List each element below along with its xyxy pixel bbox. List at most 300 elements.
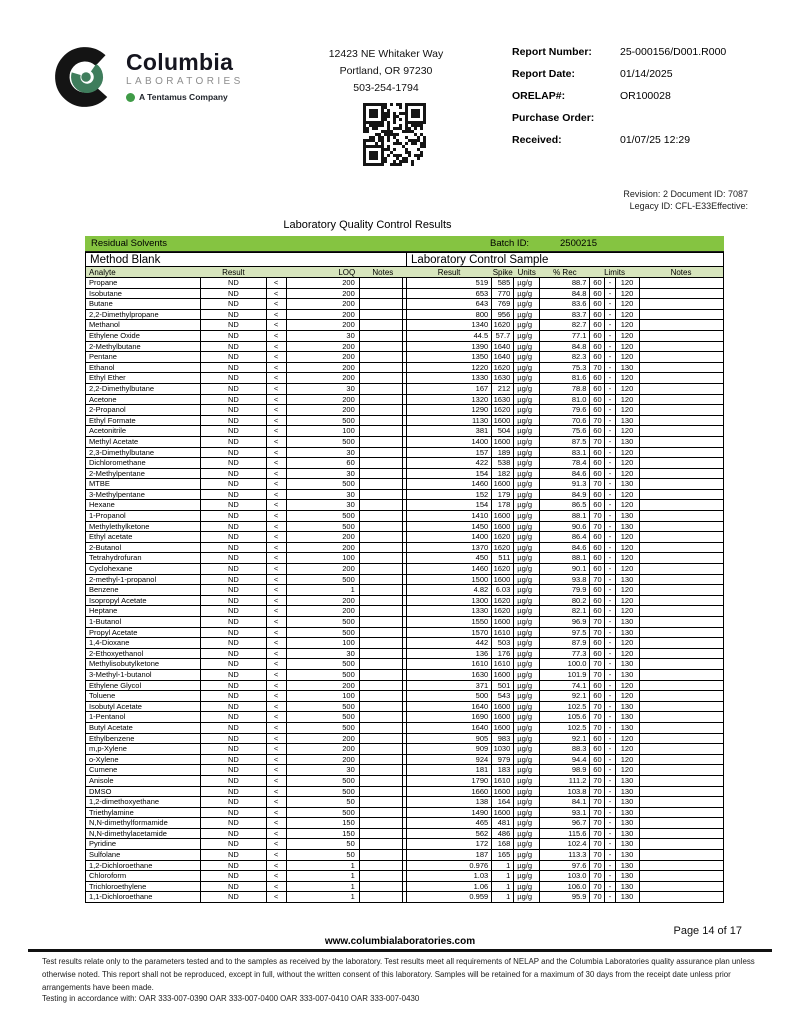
lcs-result-value: 181 [406,765,491,776]
units-value: µg/g [514,669,540,680]
analyte-name: 1-Propanol [86,511,201,522]
percent-rec-value: 82.3 [540,352,590,363]
limit-low-value: 60 [590,680,605,691]
analyte-name: 2-Butanol [86,542,201,553]
percent-rec-value: 70.6 [540,415,590,426]
spike-value: 486 [492,828,514,839]
units-value: µg/g [514,722,540,733]
limit-low-value: 60 [590,606,605,617]
mb-notes-cell [359,638,402,649]
spike-value: 212 [492,383,514,394]
units-value: µg/g [514,659,540,670]
logo-tagline: A Tentamus Company [139,92,228,102]
loq-value: 200 [286,606,359,617]
spike-value: 1620 [492,595,514,606]
limit-high-value: 120 [615,373,639,384]
lcs-result-value: 157 [406,447,491,458]
limit-low-value: 70 [590,786,605,797]
percent-rec-value: 75.6 [540,426,590,437]
results-table [85,252,724,903]
units-value: µg/g [514,373,540,384]
spike-value: 165 [492,850,514,861]
percent-rec-value: 82.7 [540,320,590,331]
table-row [86,426,724,437]
analyte-name: Isopropyl Acetate [86,595,201,606]
mb-notes-cell [359,320,402,331]
mb-result-value: ND [201,744,266,755]
analyte-name: Ethylbenzene [86,733,201,744]
limit-high-value: 120 [615,606,639,617]
table-row [86,818,724,829]
spike-value: 1620 [492,362,514,373]
spike-value: 1600 [492,415,514,426]
loq-value: 500 [286,511,359,522]
less-than-sign: < [266,828,286,839]
percent-rec-value: 92.1 [540,691,590,702]
percent-rec-value: 103.0 [540,871,590,882]
limit-high-value: 130 [615,521,639,532]
limit-dash: - [605,489,615,500]
limit-low-value: 70 [590,797,605,808]
lcs-notes-cell [639,500,723,511]
less-than-sign: < [266,383,286,394]
less-than-sign: < [266,352,286,363]
loq-value: 500 [286,627,359,638]
col-limits: Limits [590,267,639,278]
lcs-notes-cell [639,511,723,522]
report-info [512,46,726,156]
lcs-result-value: 519 [406,278,491,289]
table-row [86,733,724,744]
limit-high-value: 130 [615,828,639,839]
less-than-sign: < [266,818,286,829]
spike-value: 1600 [492,479,514,490]
table-row [86,585,724,596]
less-than-sign: < [266,479,286,490]
mb-notes-cell [359,828,402,839]
table-row [86,807,724,818]
mb-notes-cell [359,585,402,596]
lcs-notes-cell [639,871,723,882]
analyte-name: Isobutane [86,288,201,299]
lcs-notes-cell [639,850,723,861]
percent-rec-value: 84.1 [540,797,590,808]
units-value: µg/g [514,839,540,850]
table-row [86,458,724,469]
lcs-notes-cell [639,553,723,564]
logo-name: Columbia [126,49,234,75]
loq-value: 500 [286,722,359,733]
limit-high-value: 130 [615,712,639,723]
lcs-notes-cell [639,405,723,416]
less-than-sign: < [266,733,286,744]
lab-address [288,46,484,97]
limit-high-value: 130 [615,860,639,871]
units-value: µg/g [514,691,540,702]
limit-dash: - [605,415,615,426]
table-row [86,521,724,532]
percent-rec-value: 111.2 [540,775,590,786]
units-value: µg/g [514,468,540,479]
percent-rec-value: 98.9 [540,765,590,776]
units-value: µg/g [514,511,540,522]
limit-high-value: 120 [615,754,639,765]
lcs-result-value: 1350 [406,352,491,363]
percent-rec-value: 94.4 [540,754,590,765]
lcs-result-value: 1.06 [406,881,491,892]
limit-low-value: 70 [590,807,605,818]
lcs-result-value: 562 [406,828,491,839]
percent-rec-value: 78.4 [540,458,590,469]
table-row [86,564,724,575]
analyte-name: Sulfolane [86,850,201,861]
table-row [86,638,724,649]
limit-dash: - [605,807,615,818]
mb-notes-cell [359,352,402,363]
units-value: µg/g [514,860,540,871]
units-value: µg/g [514,712,540,723]
limit-low-value: 70 [590,574,605,585]
percent-rec-value: 88.1 [540,553,590,564]
table-row [86,299,724,310]
revision-info [623,189,748,212]
less-than-sign: < [266,860,286,871]
lcs-notes-cell [639,881,723,892]
limit-dash: - [605,733,615,744]
limit-high-value: 120 [615,691,639,702]
spike-value: 1630 [492,373,514,384]
spike-value: 57.7 [492,330,514,341]
units-value: µg/g [514,383,540,394]
spike-value: 770 [492,288,514,299]
analyte-name: 3-Methylpentane [86,489,201,500]
mb-notes-cell [359,564,402,575]
less-than-sign: < [266,691,286,702]
mb-result-value: ND [201,521,266,532]
limit-high-value: 130 [615,892,639,903]
limit-low-value: 60 [590,394,605,405]
section-header-row [86,253,724,267]
limit-dash: - [605,447,615,458]
lcs-result-value: 450 [406,553,491,564]
table-row [86,765,724,776]
col-units: Units [514,267,540,278]
table-row [86,871,724,882]
limit-low-value: 60 [590,585,605,596]
mb-notes-cell [359,574,402,585]
loq-value: 60 [286,458,359,469]
col-mb-result: Result [201,267,266,278]
percent-rec-value: 74.1 [540,680,590,691]
limit-dash: - [605,405,615,416]
less-than-sign: < [266,680,286,691]
limit-dash: - [605,638,615,649]
limit-dash: - [605,680,615,691]
lcs-result-value: 381 [406,426,491,437]
percent-rec-value: 97.6 [540,860,590,871]
loq-value: 500 [286,617,359,628]
less-than-sign: < [266,288,286,299]
qc-results-table [85,236,724,903]
units-value: µg/g [514,744,540,755]
spike-value: 1 [492,881,514,892]
mb-result-value: ND [201,775,266,786]
limit-low-value: 70 [590,627,605,638]
table-row [86,828,724,839]
lcs-result-value: 1370 [406,542,491,553]
limit-low-value: 60 [590,405,605,416]
spike-value: 1640 [492,352,514,363]
loq-value: 200 [286,341,359,352]
percent-rec-value: 102.5 [540,701,590,712]
limit-dash: - [605,436,615,447]
mb-notes-cell [359,542,402,553]
table-row [86,775,724,786]
table-row [86,542,724,553]
analyte-name: N,N-dimethylformamide [86,818,201,829]
lcs-notes-cell [639,828,723,839]
analyte-name: 2-Ethoxyethanol [86,648,201,659]
limit-low-value: 70 [590,436,605,447]
lcs-result-value: 1640 [406,701,491,712]
percent-rec-value: 80.2 [540,595,590,606]
mb-result-value: ND [201,617,266,628]
lcs-notes-cell [639,320,723,331]
spike-value: 1 [492,871,514,882]
loq-value: 200 [286,564,359,575]
less-than-sign: < [266,532,286,543]
limit-high-value: 130 [615,627,639,638]
limit-high-value: 120 [615,341,639,352]
mb-result-value: ND [201,383,266,394]
units-value: µg/g [514,394,540,405]
loq-value: 200 [286,532,359,543]
limit-dash: - [605,797,615,808]
limit-low-value: 60 [590,309,605,320]
col-lcs-result: Result [406,267,491,278]
mb-result-value: ND [201,309,266,320]
mb-notes-cell [359,341,402,352]
mb-notes-cell [359,871,402,882]
lcs-result-value: 1130 [406,415,491,426]
analyte-name: m,p-Xylene [86,744,201,755]
limit-low-value: 70 [590,775,605,786]
spike-value: 1640 [492,341,514,352]
percent-rec-value: 93.1 [540,807,590,818]
limit-dash: - [605,468,615,479]
mb-notes-cell [359,786,402,797]
analyte-name: Pyridine [86,839,201,850]
table-row [86,415,724,426]
spike-value: 1620 [492,606,514,617]
limit-high-value: 120 [615,394,639,405]
analyte-name: Ethanol [86,362,201,373]
spike-value: 182 [492,468,514,479]
mb-result-value: ND [201,606,266,617]
limit-low-value: 60 [590,489,605,500]
lcs-notes-cell [639,288,723,299]
limit-high-value: 130 [615,511,639,522]
limit-low-value: 60 [590,320,605,331]
limit-high-value: 130 [615,722,639,733]
lcs-notes-cell [639,585,723,596]
table-row [86,394,724,405]
purchase-order-label: Purchase Order: [512,112,595,124]
limit-high-value: 120 [615,468,639,479]
analyte-name: Chloroform [86,871,201,882]
analyte-name: 1-Pentanol [86,712,201,723]
units-value: µg/g [514,871,540,882]
percent-rec-value: 79.6 [540,405,590,416]
lcs-result-value: 1460 [406,479,491,490]
lcs-result-value: 442 [406,638,491,649]
loq-value: 500 [286,701,359,712]
loq-value: 100 [286,426,359,437]
loq-value: 200 [286,352,359,363]
lcs-result-value: 1790 [406,775,491,786]
lcs-notes-cell [639,532,723,543]
limit-dash: - [605,309,615,320]
limit-low-value: 70 [590,617,605,628]
mb-notes-cell [359,362,402,373]
limit-low-value: 60 [590,564,605,575]
spike-value: 1600 [492,669,514,680]
lcs-notes-cell [639,373,723,384]
analyte-name: Tetrahydrofuran [86,553,201,564]
limit-low-value: 60 [590,373,605,384]
spike-value: 1 [492,860,514,871]
col-analyte: Analyte [86,267,201,278]
limit-low-value: 60 [590,542,605,553]
loq-value: 500 [286,775,359,786]
loq-value: 150 [286,818,359,829]
less-than-sign: < [266,871,286,882]
limit-low-value: 60 [590,691,605,702]
less-than-sign: < [266,341,286,352]
limit-low-value: 70 [590,712,605,723]
units-value: µg/g [514,405,540,416]
analyte-name: Pentane [86,352,201,363]
mb-notes-cell [359,892,402,903]
mb-result-value: ND [201,765,266,776]
table-row [86,701,724,712]
limit-high-value: 120 [615,542,639,553]
limit-high-value: 120 [615,426,639,437]
mb-result-value: ND [201,839,266,850]
analyte-name: Acetonitrile [86,426,201,437]
less-than-sign: < [266,489,286,500]
website-link[interactable]: www.columbialaboratories.com [324,936,476,947]
mb-notes-cell [359,511,402,522]
mb-notes-cell [359,850,402,861]
lcs-notes-cell [639,712,723,723]
logo-subtitle: LABORATORIES [126,76,244,87]
limit-low-value: 70 [590,828,605,839]
limit-dash: - [605,617,615,628]
less-than-sign: < [266,553,286,564]
analyte-name: Ethyl acetate [86,532,201,543]
less-than-sign: < [266,299,286,310]
loq-value: 1 [286,585,359,596]
units-value: µg/g [514,850,540,861]
analyte-name: Trichloroethylene [86,881,201,892]
method-blank-section-title: Method Blank [90,254,161,266]
units-value: µg/g [514,892,540,903]
limit-low-value: 60 [590,500,605,511]
percent-rec-value: 82.1 [540,606,590,617]
address-line-1: 12423 NE Whitaker Way [328,48,444,60]
mb-notes-cell [359,394,402,405]
limit-low-value: 70 [590,818,605,829]
mb-notes-cell [359,807,402,818]
mb-notes-cell [359,659,402,670]
loq-value: 500 [286,659,359,670]
limit-low-value: 70 [590,892,605,903]
spike-value: 1600 [492,807,514,818]
mb-result-value: ND [201,320,266,331]
mb-result-value: ND [201,850,266,861]
units-value: µg/g [514,362,540,373]
lcs-notes-cell [639,330,723,341]
loq-value: 1 [286,881,359,892]
percent-rec-value: 93.8 [540,574,590,585]
less-than-sign: < [266,511,286,522]
analyte-name: Propane [86,278,201,289]
spike-value: 1610 [492,627,514,638]
batch-id-value: 2500215 [560,238,597,249]
mb-result-value: ND [201,479,266,490]
lcs-result-value: 1640 [406,722,491,733]
mb-result-value: ND [201,638,266,649]
limit-dash: - [605,542,615,553]
lcs-notes-cell [639,415,723,426]
less-than-sign: < [266,881,286,892]
mb-notes-cell [359,680,402,691]
spike-value: 1600 [492,521,514,532]
less-than-sign: < [266,564,286,575]
less-than-sign: < [266,330,286,341]
less-than-sign: < [266,468,286,479]
analyte-name: 2,2-Dimethylbutane [86,383,201,394]
loq-value: 500 [286,786,359,797]
spike-value: 1600 [492,701,514,712]
units-value: µg/g [514,426,540,437]
mb-notes-cell [359,691,402,702]
units-value: µg/g [514,299,540,310]
table-row [86,712,724,723]
table-row [86,309,724,320]
loq-value: 200 [286,278,359,289]
limit-dash: - [605,839,615,850]
analyte-name: Cumene [86,765,201,776]
spike-value: 1610 [492,775,514,786]
limit-high-value: 120 [615,299,639,310]
limit-high-value: 130 [615,669,639,680]
limit-high-value: 130 [615,362,639,373]
page-title: Laboratory Quality Control Results [283,219,452,231]
lcs-result-value: 1290 [406,405,491,416]
address-line-2: Portland, OR 97230 [339,65,433,77]
units-value: µg/g [514,733,540,744]
limit-dash: - [605,362,615,373]
lcs-notes-cell [639,617,723,628]
lcs-result-value: 152 [406,489,491,500]
less-than-sign: < [266,278,286,289]
limit-high-value: 130 [615,871,639,882]
report-number-label: Report Number: [512,46,592,58]
percent-rec-value: 84.8 [540,341,590,352]
analyte-name: 2-Methylbutane [86,341,201,352]
